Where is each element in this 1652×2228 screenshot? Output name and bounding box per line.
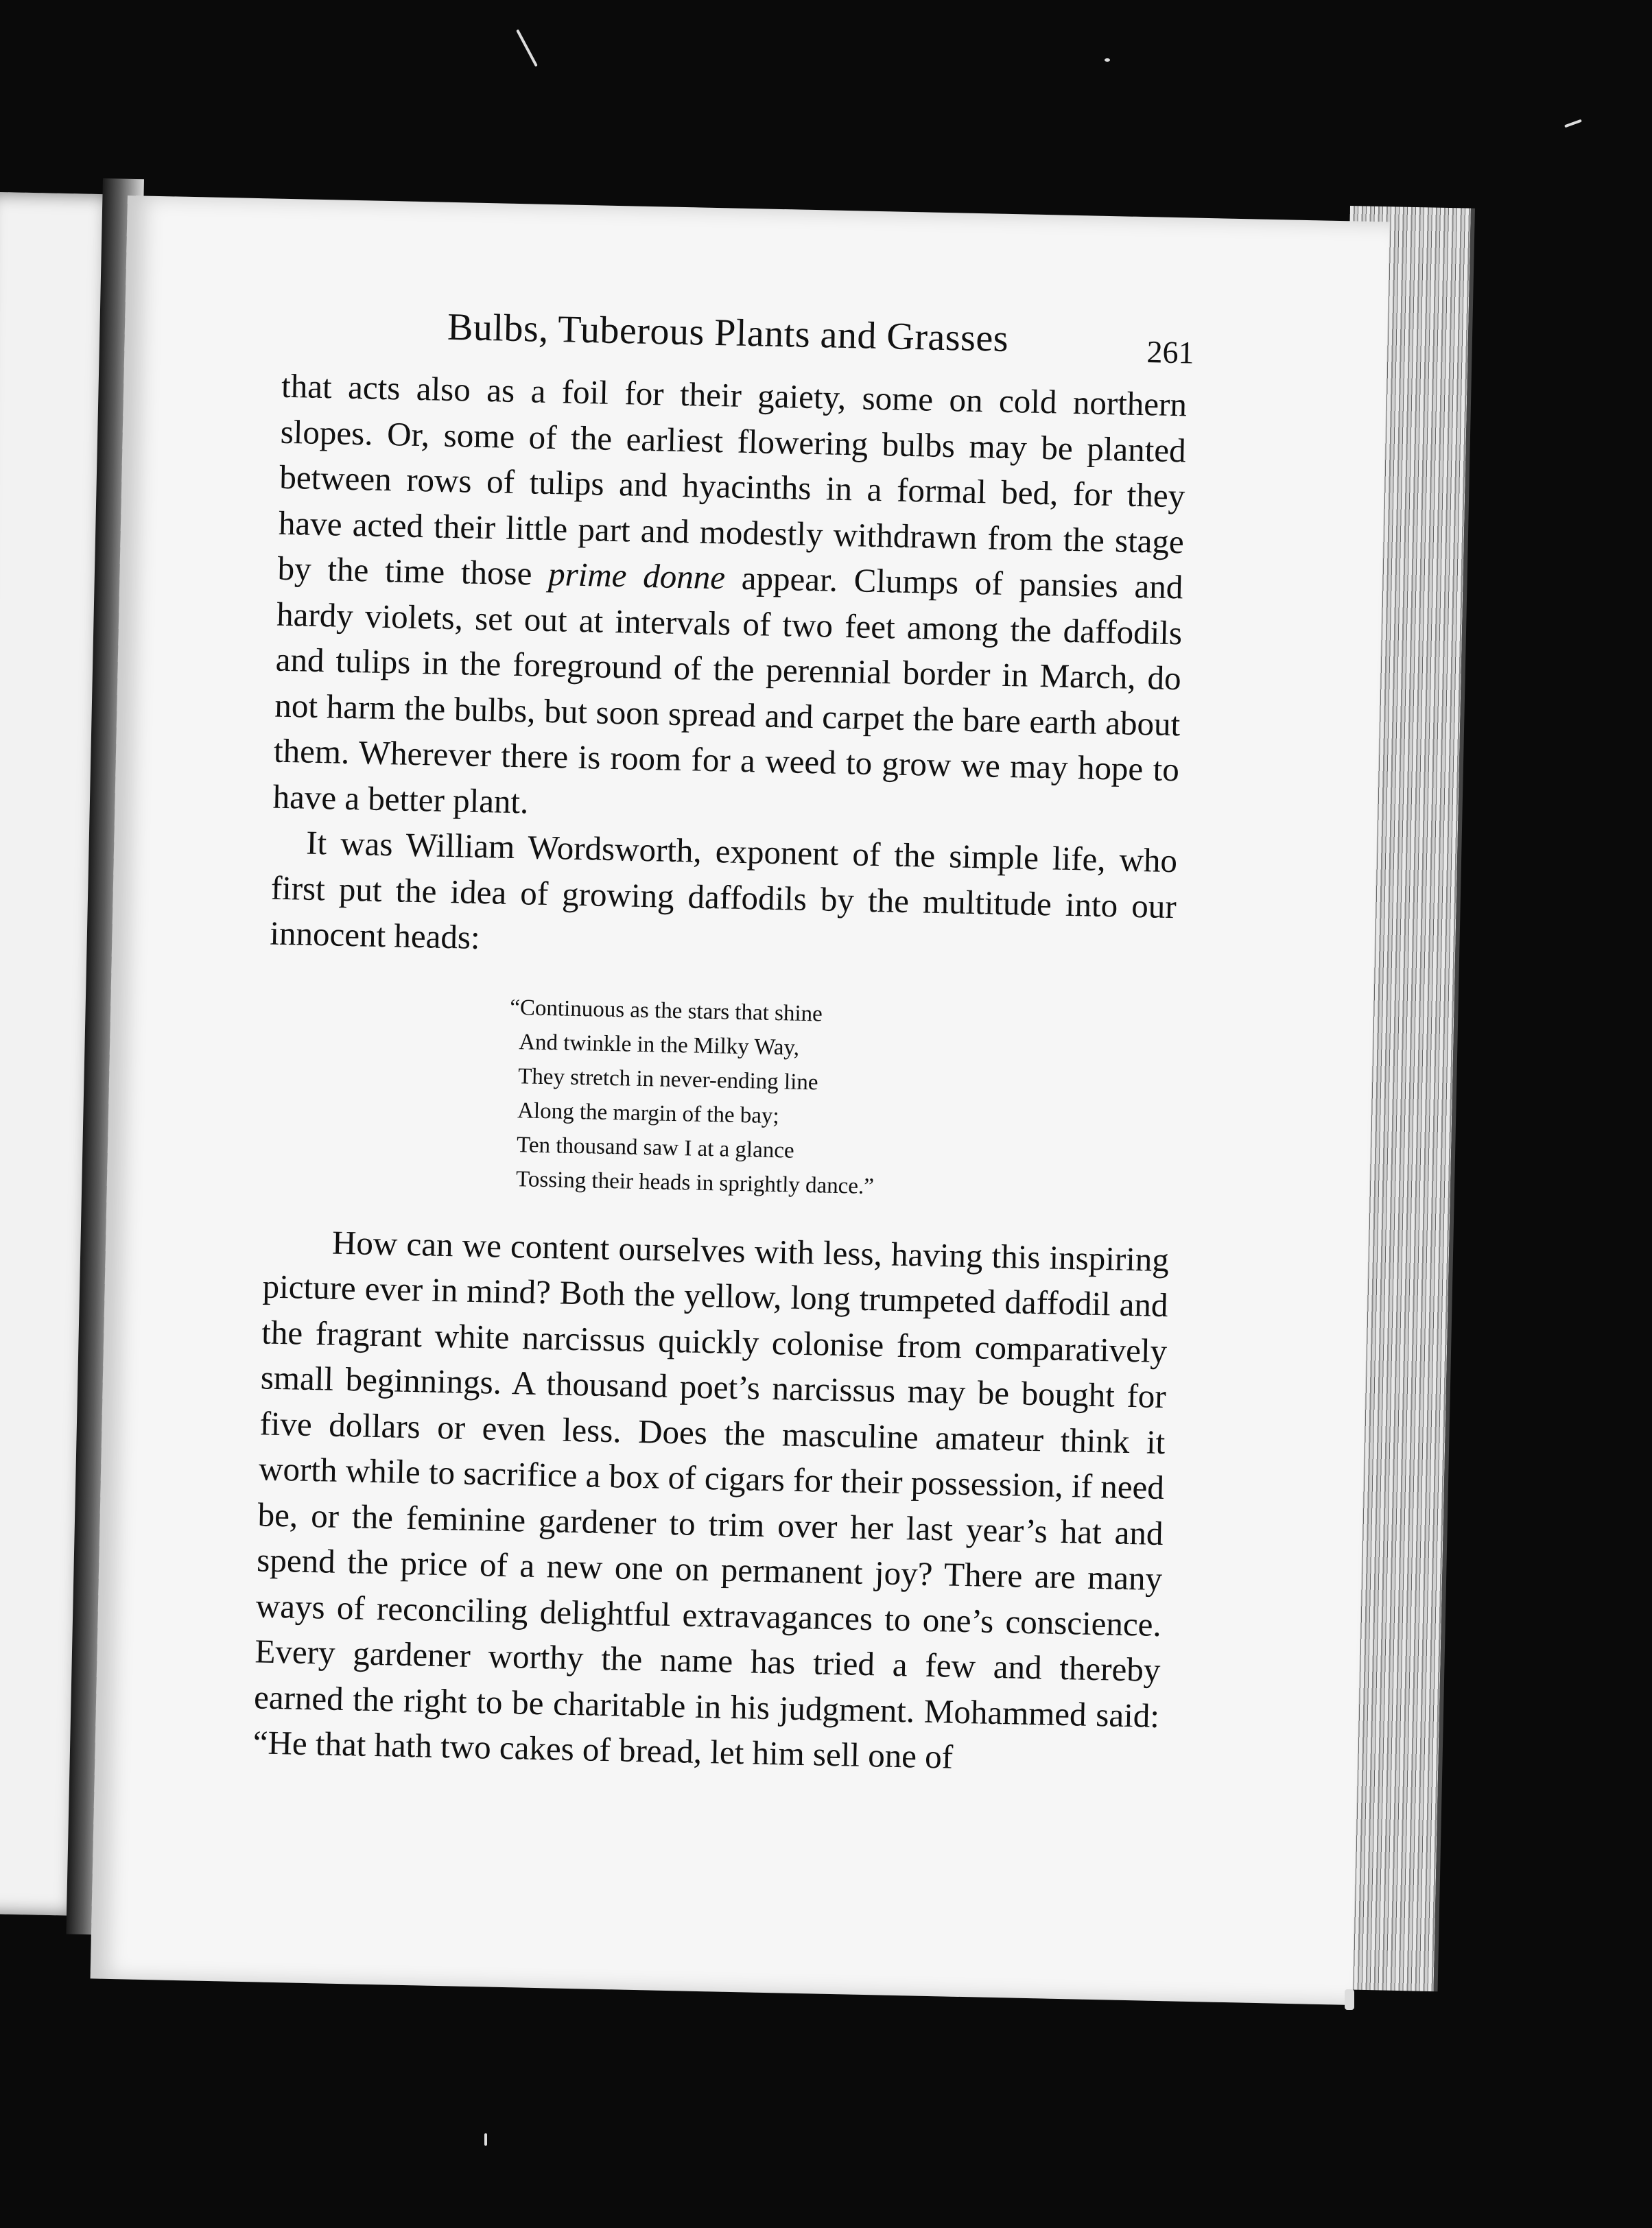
paragraph-3: How can we content ourselves with less, having this inspiring picture ever in mind? Both the yellow, long trumpeted daffodil and the fragrant white narcissus quickly colonise from comparatively small beginnings. A thousand poet’s narcissus may be bought for five dollars or even less. Does the masculine amateur think it worth while to sacrifice a box of cigars for their possession, if need be, or the feminine gardener to trim over her last year’s hat and spend the price of a new one on permanent joy? There are many ways of reconciling delightful extravagances to one’s conscience. Every gardener worthy the name has tried a few and thereby earned the right to be charitable in his judgment. Mohammed said: “He that hath two cakes of bread, let him sell one of [252,1223,1170,1776]
paragraph-2: It was William Wordsworth, exponent of the simple life, who first put the idea of growing daffodils by the multitude into our innocent heads: [269,823,1178,956]
poem-line: Tossing their heads in sprightly dance.” [515,1166,875,1199]
page-number: 261 [1146,334,1195,370]
paragraph-1-text-a: that acts also as a foil for their gaiety, some on cold northern slopes. Or, some of the earliest flowering bulbs may be planted between rows of tulips and hyacinths in a formal bed, for they have acted their little part and modestly withdrawn from the stage by the time those [277,366,1188,593]
paragraph-1-italic: prime donne [547,554,726,597]
running-head: Bulbs, Tuberous Plants and Grasses [447,305,1009,360]
poem-line: And twinkle in the Milky Way, [518,1029,800,1060]
background-speck [484,2133,487,2146]
background-speck [516,29,538,67]
poem-line: “Continuous as the stars that shine [509,995,823,1026]
poem-quote [506,990,1175,1209]
book-page [91,195,1390,2005]
poem-line: They stretch in never-ending line [517,1063,818,1095]
paragraph-1-text-b: appear. Clumps of pansies and hardy violets, set out at intervals of two feet among the daffodils and tulips in the foreground of the perennial border in March, do not harm the bulbs, but soon spread and carpet the bare earth about them. Wherever there is room for a weed to grow we may hope to have a better plant. [272,558,1183,820]
poem-line: Ten thousand saw I at a glance [516,1132,794,1163]
body-text [252,364,1188,1785]
background-speck [1345,1989,1354,2010]
background-speck [1564,119,1582,128]
poem-line: Along the margin of the bay; [517,1098,780,1128]
paragraph-1 [272,364,1188,838]
background-speck [1105,58,1110,62]
